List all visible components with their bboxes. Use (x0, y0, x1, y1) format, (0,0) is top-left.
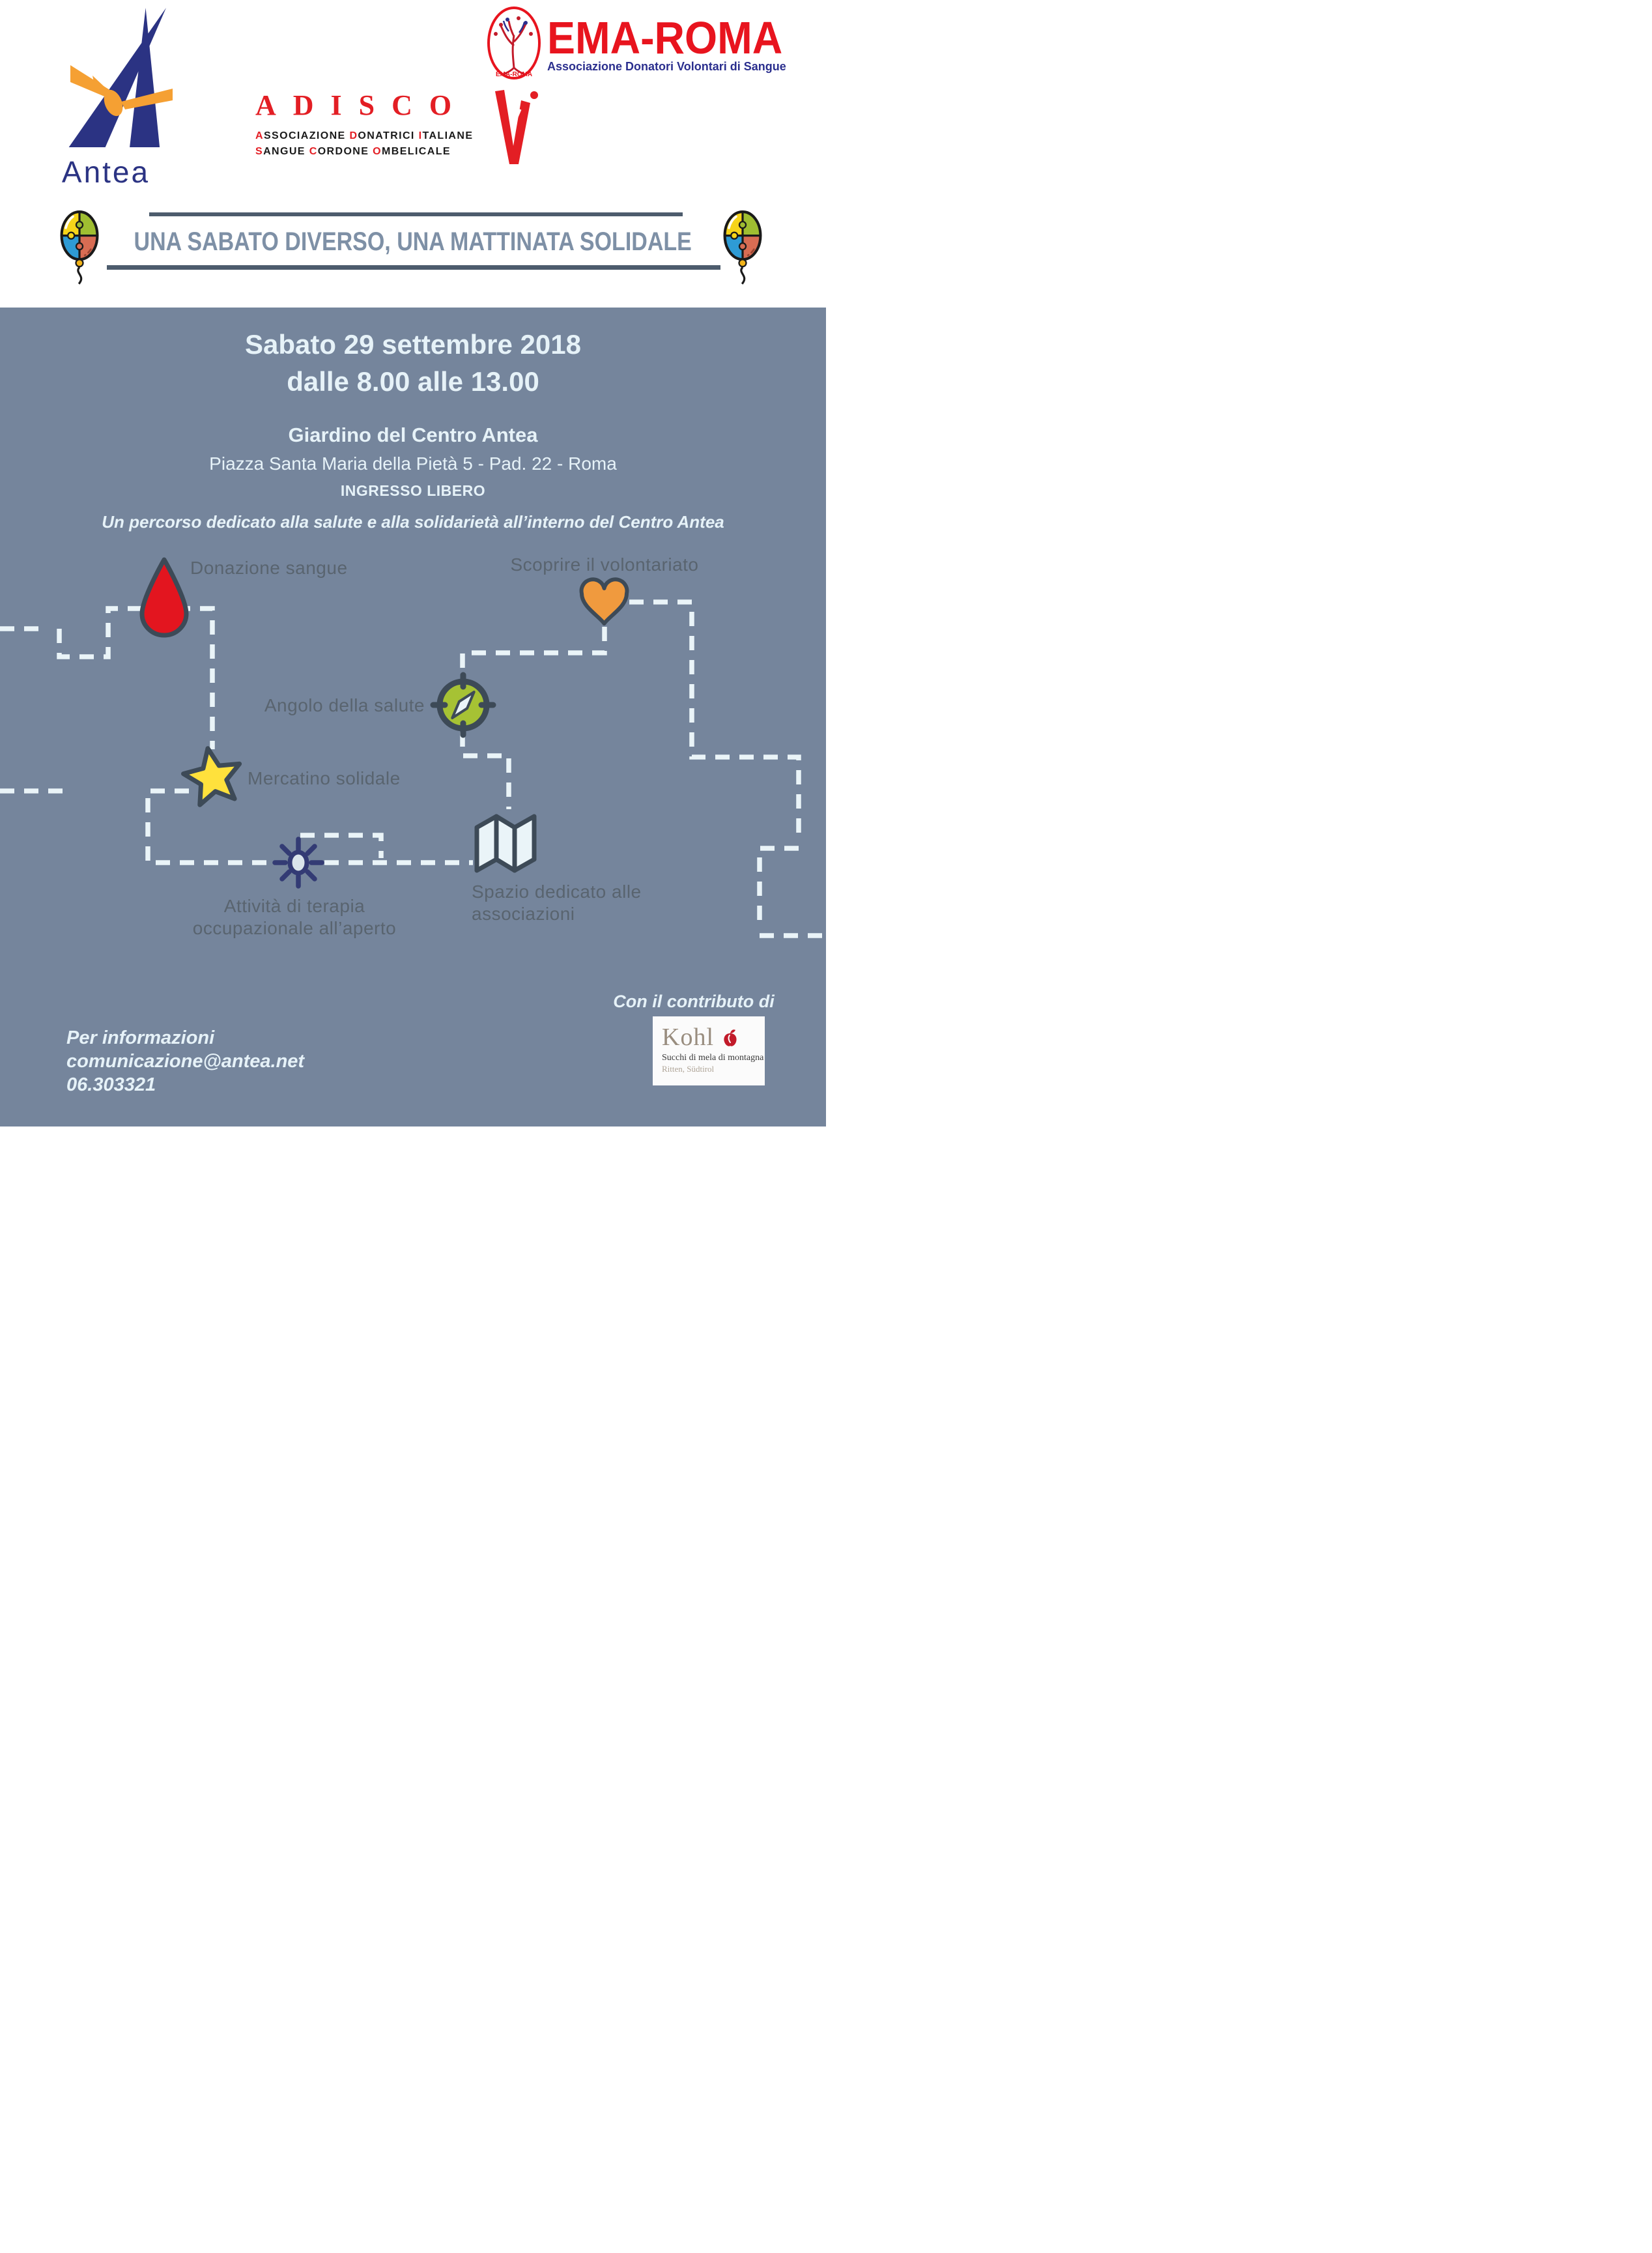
blood-drop-icon (142, 560, 186, 635)
puzzle-balloon-icon-right (722, 208, 763, 285)
sun-icon (275, 839, 322, 886)
contact-info (66, 1026, 304, 1097)
antea-wordmark: Antea (61, 155, 150, 189)
adisco-subtitle-line1: ASSOCIAZIONE DONATRICI ITALIANE (255, 130, 474, 141)
header (0, 0, 826, 308)
contact-phone: 06.303321 (66, 1074, 156, 1095)
station-label-terapia-line1: Attività di terapia (223, 896, 365, 916)
banner-bottom-rule (107, 265, 720, 270)
event-date-line1: Sabato 29 settembre 2018 (245, 329, 581, 360)
station-label-spazio-associazioni-line1: Spazio dedicato alle (472, 882, 642, 902)
kohl-location: Ritten, Südtirol (662, 1064, 715, 1074)
star-icon (184, 749, 240, 805)
station-label-spazio-associazioni-line2: associazioni (472, 904, 575, 924)
antea-logo (29, 5, 182, 190)
ema-tree-icon (486, 5, 542, 81)
compass-icon (433, 675, 493, 735)
station-label-angolo-salute: Angolo della salute (264, 695, 425, 715)
adisco-wordmark: ADISCO (255, 89, 469, 121)
route-right-segment (629, 602, 826, 936)
ema-subtitle: Associazione Donatori Volontari di Sangue (547, 60, 786, 73)
event-address: Piazza Santa Maria della Pietà 5 - Pad. 22 - Roma (209, 453, 617, 474)
station-label-scoprire-volontariato: Scoprire il volontariato (510, 554, 699, 575)
adisco-logo (255, 91, 542, 159)
event-venue: Giardino del Centro Antea (288, 423, 538, 446)
heart-icon (582, 579, 627, 624)
map-icon (477, 816, 534, 870)
station-label-mercatino-solidale: Mercatino solidale (248, 768, 401, 788)
station-label-terapia-line2: occupazionale all’aperto (192, 918, 397, 938)
antea-sail-icon (33, 5, 179, 150)
kohl-sponsor-logo (653, 1016, 765, 1085)
banner-top-rule (149, 212, 683, 216)
contribution-label: Con il contributo di (613, 992, 775, 1011)
contact-email: comunicazione@antea.net (66, 1051, 305, 1072)
ema-wordmark: EMA-ROMA (547, 12, 783, 63)
adisco-v-icon (489, 86, 539, 168)
station-label-donazione-sangue: Donazione sangue (190, 558, 348, 578)
kohl-wordmark: Kohl (662, 1024, 714, 1051)
event-admission: INGRESSO LIBERO (340, 482, 486, 499)
puzzle-balloon-icon-left (59, 208, 100, 285)
adisco-subtitle-line2: SANGUE CORDONE OMBELICALE (255, 146, 451, 157)
banner-title: UNA SABATO DIVERSO, UNA MATTINATA SOLIDALE (134, 227, 692, 256)
kohl-tagline: Succhi di mela di montagna (662, 1053, 764, 1063)
ema-badge-text: EMA-ROMA (495, 71, 533, 78)
event-intro: Un percorso dedicato alla salute e alla solidarietà all’interno del Centro Antea (102, 512, 724, 532)
apple-icon (722, 1027, 739, 1047)
contact-info-title: Per informazioni (66, 1027, 215, 1048)
route-star-sun-segment (0, 791, 473, 863)
event-time-line: dalle 8.00 alle 13.00 (287, 366, 539, 397)
